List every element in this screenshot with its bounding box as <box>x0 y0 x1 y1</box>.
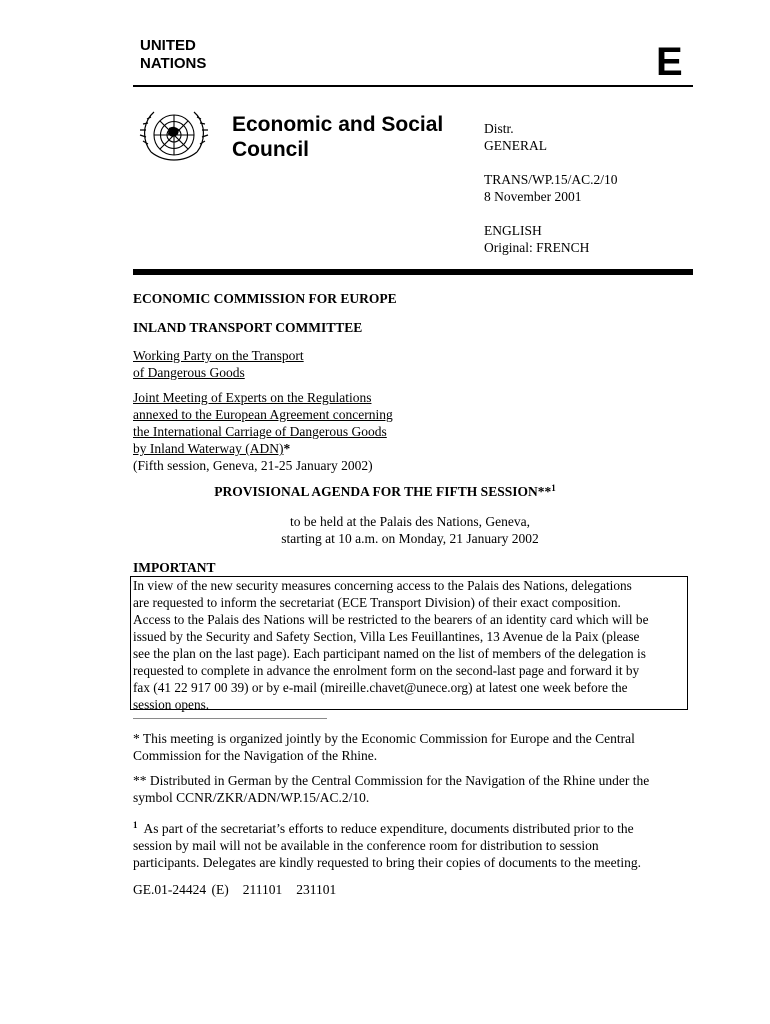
un-emblem-icon <box>138 104 210 168</box>
job-number: GE.01-24424 (E) 211101 231101 <box>133 882 337 897</box>
footnote-ref: 1 <box>551 483 556 493</box>
session-info: (Fifth session, Geneva, 21-25 January 2002) <box>133 458 373 473</box>
meeting-venue: to be held at the Palais des Nations, Geneva, starting at 10 a.m. on Monday, 21 January 2002 <box>281 514 539 546</box>
footnote-2: ** Distributed in German by the Central Commission for the Navigation of the Rhine under the symbol CCNR/ZKR/ADN/WP.15/AC.2/10. <box>133 773 650 805</box>
working-party: Working Party on the Transport of Dangerous Goods <box>133 348 304 380</box>
header-rule <box>133 85 693 87</box>
footnote-mark: * <box>283 441 291 456</box>
document-language: ENGLISH <box>484 223 542 238</box>
footnote-1: * This meeting is organized jointly by the Economic Commission for Europe and the Central Commission for the Navigation of the Rhine. <box>133 731 635 763</box>
language-letter: E <box>656 40 683 84</box>
footnote-separator <box>133 718 327 719</box>
commission-name: ECONOMIC COMMISSION FOR EUROPE <box>133 291 397 306</box>
agenda-title: PROVISIONAL AGENDA FOR THE FIFTH SESSION**$^1$ <box>214 483 556 499</box>
document-symbol: TRANS/WP.15/AC.2/10 <box>484 172 618 187</box>
important-heading: IMPORTANT <box>133 560 216 575</box>
council-title: Economic and Social Council <box>232 113 444 161</box>
distribution-block <box>484 120 618 256</box>
document-date: 8 November 2001 <box>484 189 582 204</box>
header-thick-rule <box>133 269 693 275</box>
joint-meeting: Joint Meeting of Experts on the Regulations annexed to the European Agreement concerning the International Carriage of Dangerous Goods by Inland Waterway (ADN)* (Fifth session, Geneva, 21-25 January 2002) <box>133 390 393 473</box>
committee-name: INLAND TRANSPORT COMMITTEE <box>133 320 363 335</box>
distr-value: GENERAL <box>484 138 547 153</box>
original-language: Original: FRENCH <box>484 240 590 255</box>
footnote-3: $^1$ As part of the secretariat’s efforts to reduce expenditure, documents distributed prior to the session by mail will not be available in the conference room for distribution to session participants. Delegates are kindly requested to bring their copies of documents to the meeting. <box>133 820 641 870</box>
org-name: UNITED NATIONS <box>140 37 207 72</box>
distr-label: Distr. <box>484 121 514 136</box>
important-notice-box: In view of the new security measures concerning access to the Palais des Nations, delegations are requested to inform the secretariat (ECE Transport Division) of their exact composition. Access to the Palais des Nations will be restricted to the bearers of an identity card which will be issued by the Security and Safety Section, Villa Les Feuillantines, 13 Avenue de la Paix (please see the plan on the last page). Each participant named on the list of members of the delegation is requested to complete in advance the enrolment form on the second-last page and forward it by fax (41 22 917 00 39) or by e-mail (mireille.chavet@unece.org) at latest one week before the session opens. <box>130 576 688 710</box>
